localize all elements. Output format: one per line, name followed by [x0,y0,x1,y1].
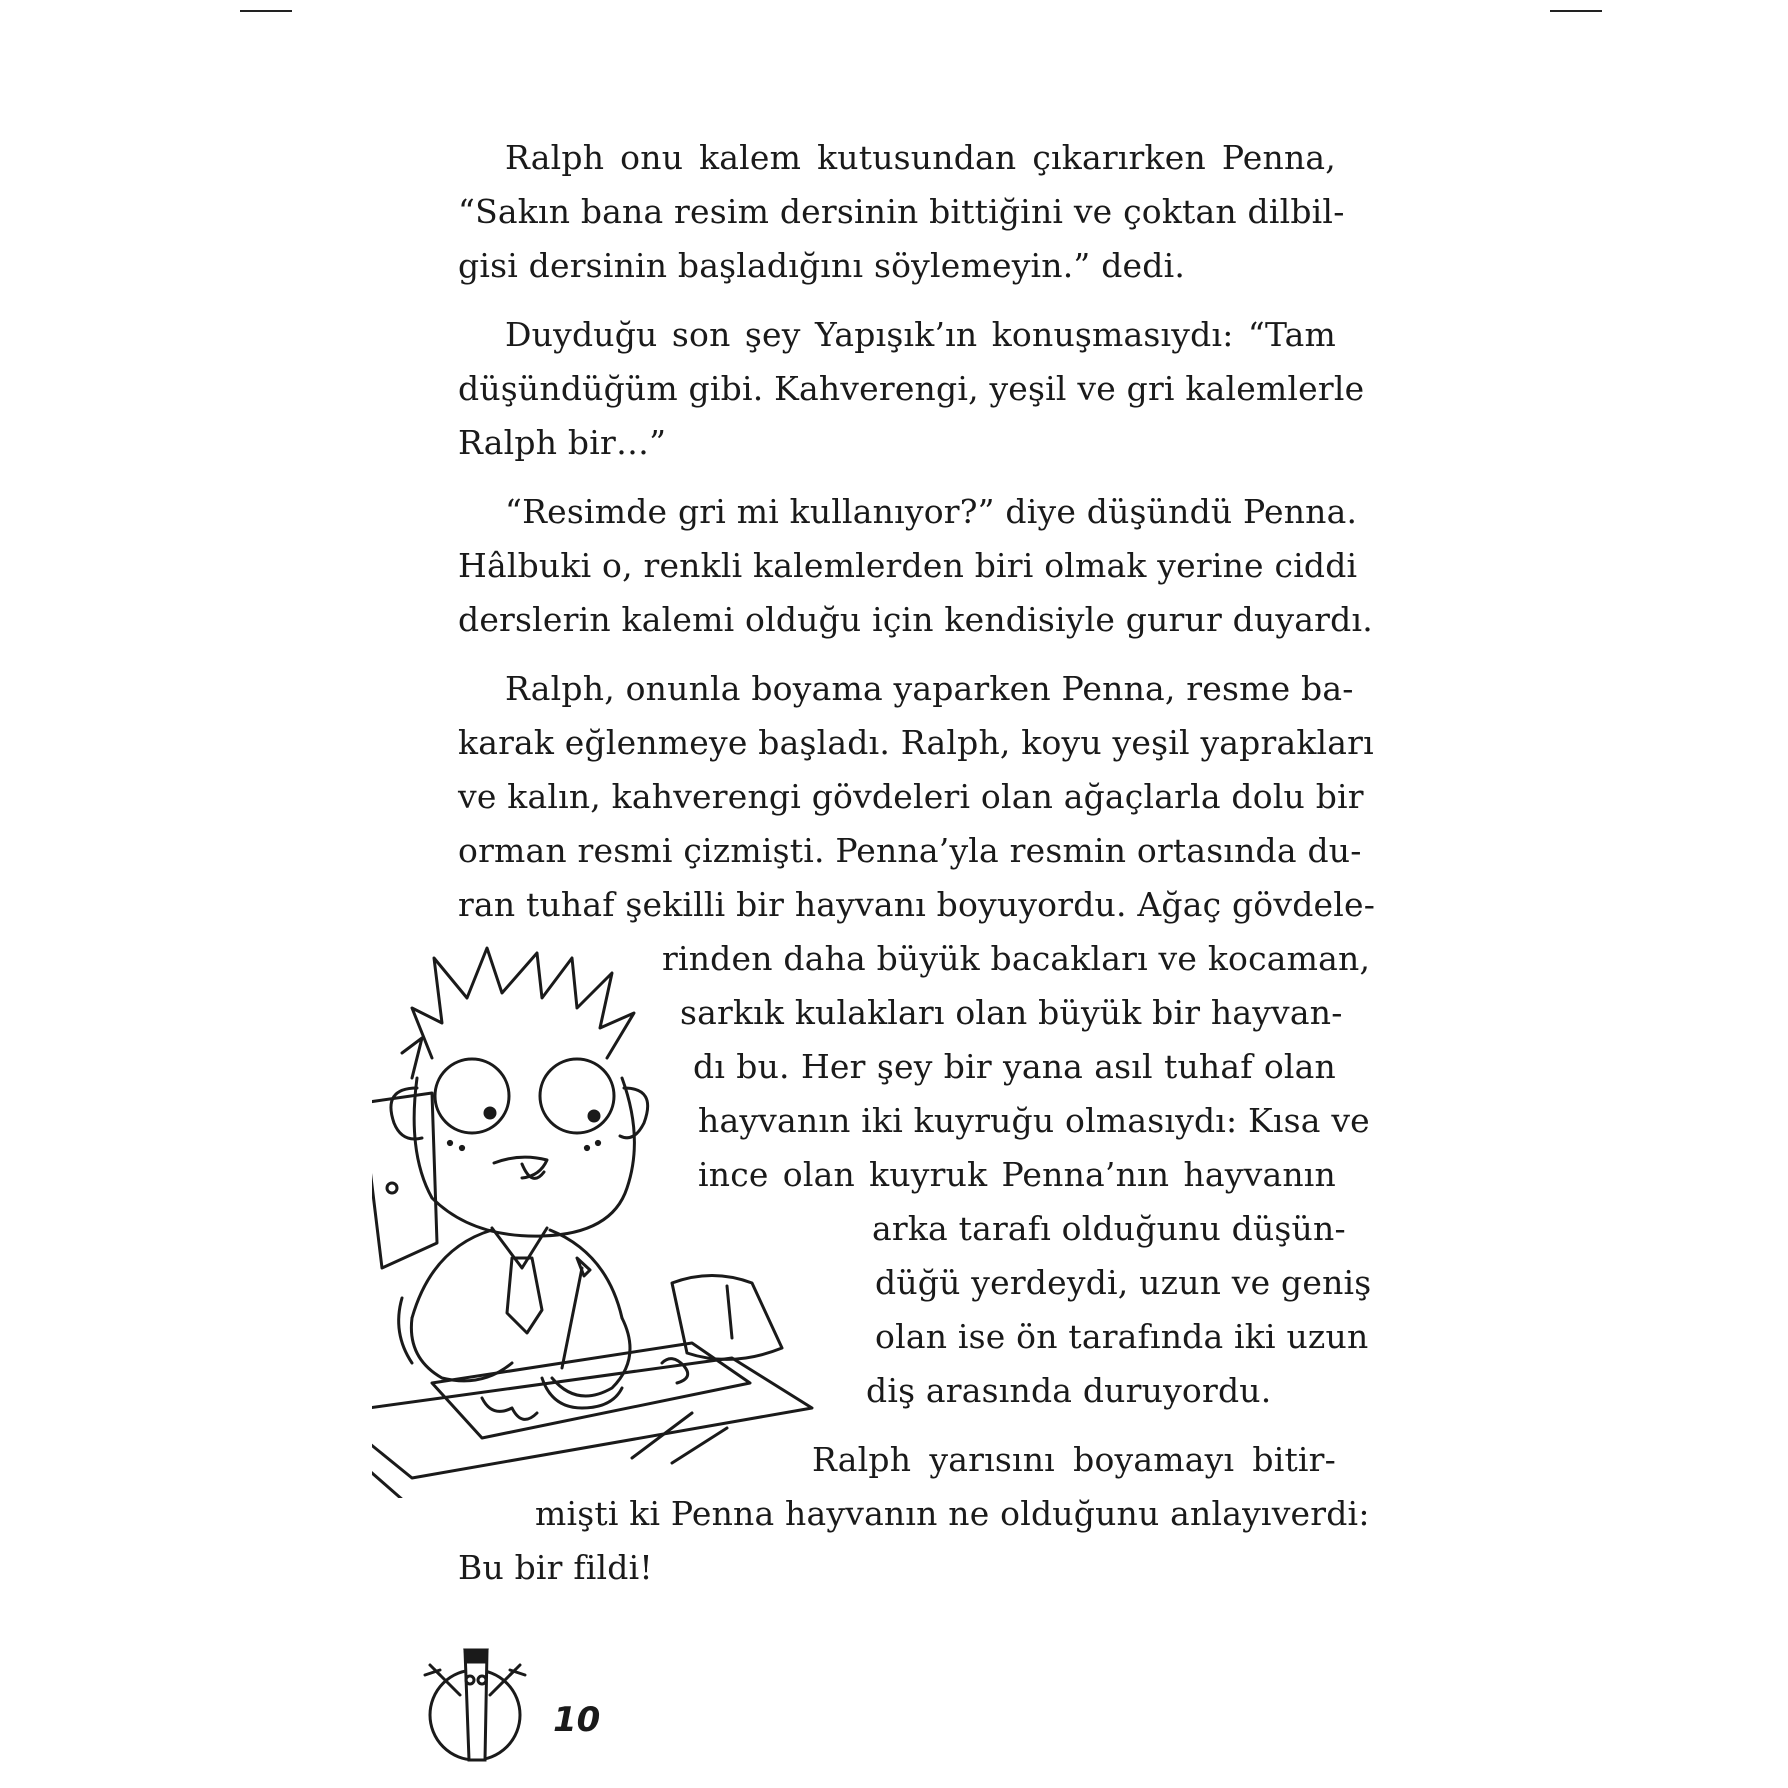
text-line: ince olan kuyruk Penna’nın hayvanın [698,1155,1336,1194]
text-line: Ralph bir…” [458,423,667,462]
text-line: düğü yerdeydi, uzun ve geniş [875,1263,1372,1302]
boy-drawing-illustration [372,938,872,1498]
text-line: Hâlbuki o, renkli kalemlerden biri olmak yerine ciddi [458,546,1358,585]
crop-mark-left [240,10,292,12]
pencil-mascot-icon [415,1640,540,1765]
text-line: karak eğlenmeye başladı. Ralph, koyu yeşil yaprakları [458,723,1374,762]
text-line: dı bu. Her şey bir yana asıl tuhaf olan [693,1047,1336,1086]
text-line: olan ise ön tarafında iki uzun [875,1317,1369,1356]
text-line: rinden daha büyük bacakları ve kocaman, [662,939,1371,978]
text-line: arka tarafı olduğunu düşün- [872,1209,1346,1248]
page-number: 10 [553,1700,601,1740]
crop-mark-right [1550,10,1602,12]
text-line: gisi dersinin başladığını söylemeyin.” dedi. [458,246,1186,285]
text-line: diş arasında duruyordu. [866,1371,1272,1410]
text-line: hayvanın iki kuyruğu olmasıydı: Kısa ve [698,1101,1370,1140]
text-line: ve kalın, kahverengi gövdeleri olan ağaçlarla dolu bir [458,777,1364,816]
text-line: mişti ki Penna hayvanın ne olduğunu anlayıverdi: [535,1494,1370,1533]
text-line: Ralph yarısını boyamayı bitir- [812,1440,1336,1479]
text-line: ran tuhaf şekilli bir hayvanı boyuyordu. Ağaç gövdele- [458,885,1376,924]
text-line: Ralph, onunla boyama yaparken Penna, resme ba- [505,669,1354,708]
text-line: Ralph onu kalem kutusundan çıkarırken Penna, [505,138,1336,177]
text-line: Bu bir fildi! [458,1548,653,1587]
text-line: “Sakın bana resim dersinin bittiğini ve çoktan dilbil- [458,192,1345,231]
text-line: orman resmi çizmişti. Penna’yla resmin ortasında du- [458,831,1362,870]
text-line: “Resimde gri mi kullanıyor?” diye düşündü Penna. [505,492,1358,531]
text-line: Duyduğu son şey Yapışık’ın konuşmasıydı: “Tam [505,315,1336,354]
text-line: sarkık kulakları olan büyük bir hayvan- [680,993,1343,1032]
text-line: derslerin kalemi olduğu için kendisiyle gurur duyardı. [458,600,1373,639]
text-line: düşündüğüm gibi. Kahverengi, yeşil ve gri kalemlerle [458,369,1365,408]
